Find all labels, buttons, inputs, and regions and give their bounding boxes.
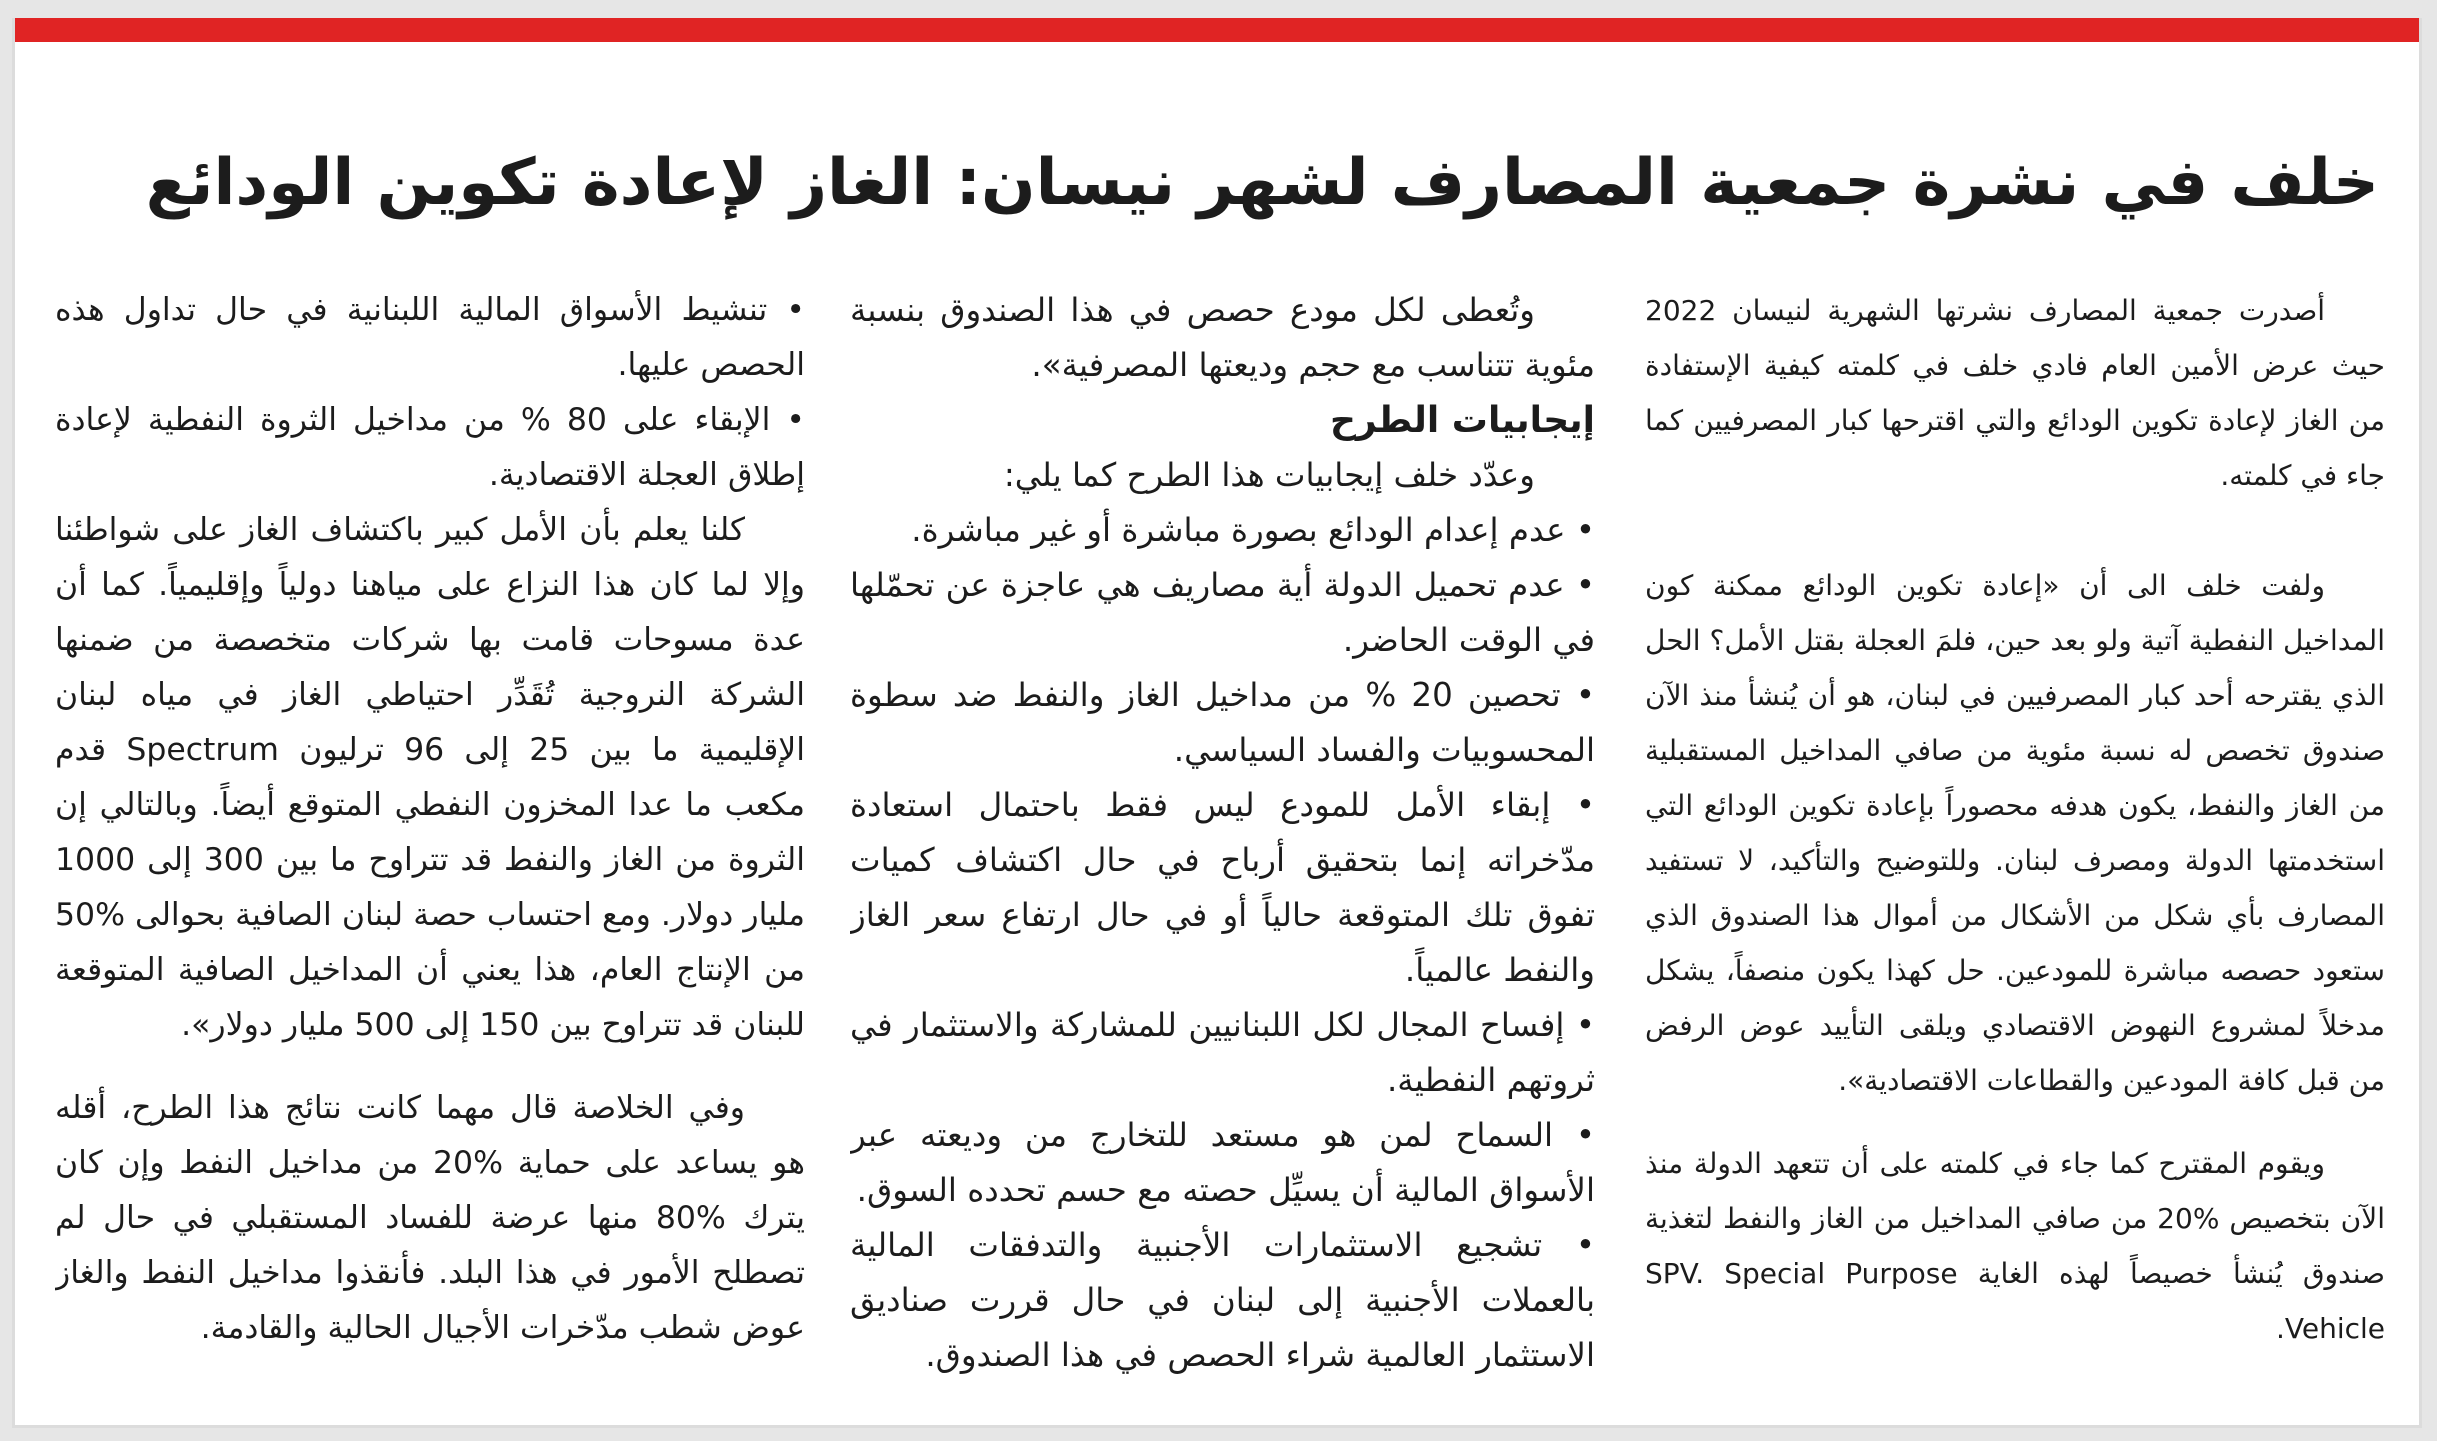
paragraph: وتُعطى لكل مودع حصص في هذا الصندوق بنسبة مئوية تتناسب مع حجم وديعتها المصرفية». [850, 291, 1595, 384]
newspaper-page [12, 18, 2422, 1428]
bullet-item: • الإبقاء على 80 % من مداخيل الثروة النفطية لإعادة إطلاق العجلة الاقتصادية. [55, 402, 805, 493]
paragraph: وعدّد خلف إيجابيات هذا الطرح كما يلي: [1003, 456, 1535, 494]
bullet-item: • عدم تحميل الدولة أية مصاريف هي عاجزة عن تحمّلها في الوقت الحاضر. [850, 566, 1595, 659]
paragraph: ولفت خلف الى أن «إعادة تكوين الودائع ممكنة كون المداخيل النفطية آتية ولو بعد حين، فلمَ العجلة بقتل الأمل؟ الحل الذي يقترحه أحد كبار المصرفيين في لبنان، هو أن يُنشأ منذ الآن صندوق تخصص له نسبة مئوية من صافي المداخيل المستقبلية من الغاز والنفط، يكون هدفه محصوراً بإعادة تكوين الودائع التي استخدمتها الدولة ومصرف لبنان. وللتوضيح والتأكيد، لا تستفيد المصارف بأي شكل من الأشكال من أموال هذا الصندوق الذي ستعود حصصه مباشرة للمودعين. حل كهذا يكون منصفاً، يشكل مدخلاً لمشروع النهوض الاقتصادي ويلقى التأييد عوض الرفض من قبل كافة المودعين والقطاعات الاقتصادية». [1645, 569, 2385, 1097]
article-column-3 [55, 283, 805, 1393]
article-column-2 [850, 283, 1595, 1393]
bullet-item: • تنشيط الأسواق المالية اللبنانية في حال تداول هذه الحصص عليها. [55, 292, 805, 383]
article-column-1 [1645, 283, 2385, 1393]
paragraph: وفي الخلاصة قال مهما كانت نتائج هذا الطرح، أقله هو يساعد على حماية %20 من مداخيل النفط وإن كان يترك %80 منها عرضة للفساد المستقبلي في حال لم تصطلح الأمور في هذا البلد. فأنقذوا مداخيل النفط والغاز عوض شطب مدّخرات الأجيال الحالية والقادمة. [55, 1090, 805, 1346]
section-subheading: إيجابيات الطرح [1329, 400, 1595, 441]
bullet-item: • إفساح المجال لكل اللبنانيين للمشاركة والاستثمار في ثروتهم النفطية. [850, 1006, 1595, 1099]
paragraph: ويقوم المقترح كما جاء في كلمته على أن تتعهد الدولة منذ الآن بتخصيص %20 من صافي المداخيل من الغاز والنفط لتغذية صندوق يُنشأ خصيصاً لهذه الغاية SPV. Special Purpose Vehicle. [1645, 1147, 2385, 1345]
bullet-item: • تشجيع الاستثمارات الأجنبية والتدفقات المالية بالعملات الأجنبية إلى لبنان في حال قررت صناديق الاستثمار العالمية شراء الحصص في هذا الصندوق. [850, 1226, 1595, 1374]
article-headline: خلف في نشرة جمعية المصارف لشهر نيسان: الغاز لإعادة تكوين الودائع [145, 146, 2379, 220]
bullet-item: • تحصين 20 % من مداخيل الغاز والنفط ضد سطوة المحسوبيات والفساد السياسي. [850, 676, 1595, 769]
accent-bar [15, 18, 2419, 42]
paragraph: أصدرت جمعية المصارف نشرتها الشهرية لنيسان 2022 حيث عرض الأمين العام فادي خلف في كلمته كيفية الإستفادة من الغاز لإعادة تكوين الودائع والتي اقترحها كبار المصرفيين كما جاء في كلمته. [1645, 294, 2385, 492]
bullet-item: • السماح لمن هو مستعد للتخارج من وديعته عبر الأسواق المالية أن يسيِّل حصته مع حسم تحدده السوق. [850, 1116, 1595, 1209]
bullet-item: • عدم إعدام الودائع بصورة مباشرة أو غير مباشرة. [911, 511, 1595, 549]
paragraph: كلنا يعلم بأن الأمل كبير باكتشاف الغاز على شواطئنا وإلا لما كان هذا النزاع على مياهنا دولياً وإقليمياً. كما أن عدة مسوحات قامت بها شركات متخصصة من ضمنها الشركة النروجية تُقَدِّر احتياطي الغاز في مياه لبنان الإقليمية ما بين 25 إلى 96 ترليون Spectrum قدم مكعب ما عدا المخزون النفطي المتوقع أيضاً. وبالتالي إن الثروة من الغاز والنفط قد تتراوح ما بين 300 إلى 1000 مليار دولار. ومع احتساب حصة لبنان الصافية بحوالى %50 من الإنتاج العام، هذا يعني أن المداخيل الصافية المتوقعة للبنان قد تتراوح بين 150 إلى 500 مليار دولار». [55, 512, 805, 1043]
bullet-item: • إبقاء الأمل للمودع ليس فقط باحتمال استعادة مدّخراته إنما بتحقيق أرباح في حال اكتشاف كميات تفوق تلك المتوقعة حالياً أو في حال ارتفاع سعر الغاز والنفط عالمياً. [850, 786, 1595, 989]
